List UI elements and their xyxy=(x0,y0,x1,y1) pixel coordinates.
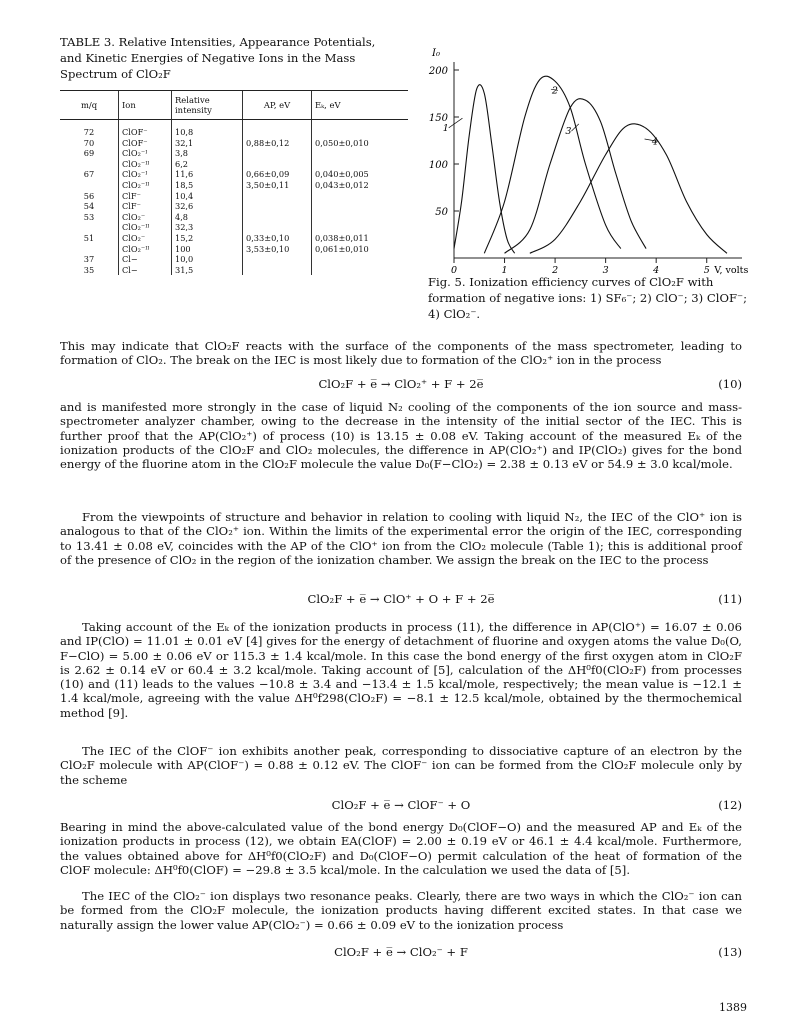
cell-ion: ClOF⁻ xyxy=(119,127,172,138)
table-row xyxy=(60,159,408,170)
series-curve-1 xyxy=(454,85,515,254)
cell-ion: ClO₂⁻ xyxy=(119,212,172,223)
x-tick-label: 4 xyxy=(653,265,660,276)
cell-ion: ClO₂⁻ᴵ xyxy=(119,148,172,159)
cell-ek xyxy=(312,254,409,265)
cell-mq: 70 xyxy=(83,137,95,148)
table-row xyxy=(60,254,408,265)
y-tick-label: 50 xyxy=(435,207,448,218)
cell-ion: ClO₂⁻ᴵ xyxy=(119,169,172,180)
header-ap: AP, eV xyxy=(243,91,312,120)
cell-mq: 72 xyxy=(83,127,95,137)
series-curve-3 xyxy=(505,99,647,254)
cell-mq: 35 xyxy=(83,264,95,275)
equation-12 xyxy=(60,798,742,814)
cell-mq xyxy=(60,222,119,233)
cell-ek: 0,040±0,005 xyxy=(312,169,409,180)
cell-ek xyxy=(312,212,409,223)
cell-ion: ClO₂⁻ᴵᴵ xyxy=(119,159,172,170)
cell-ion: Cl− xyxy=(119,254,172,265)
cell-ap xyxy=(243,254,312,265)
table-row xyxy=(60,169,408,180)
x-tick-label: 3 xyxy=(602,265,609,276)
cell-ek xyxy=(312,222,409,233)
cell-intensity: 31,5 xyxy=(172,265,243,276)
table-row xyxy=(60,244,408,255)
cell-mq: 67 xyxy=(83,169,95,180)
cell-ap xyxy=(243,201,312,212)
cell-ek xyxy=(312,159,409,170)
paragraph-6: Bearing in mind the above-calculated value of the bond energy D₀(ClOF−O) and the measured AP and Eₖ of the ionization products in process (12), we obtain EA(ClOF) = 2.00 ± 0.19 eV or 46.1 ± 4.4 kcal/mole. Furthermore, the values obtained above for ΔH⁰f0(ClO₂F) and D₀(ClOF−O) permit calculation of the heat of formation of the ClOF molecule: ΔH⁰f0(ClOF) = −29.8 ± 3.5 kcal/mole. In the calculation we used the data of [5]. xyxy=(60,820,742,877)
chart-svg xyxy=(414,36,764,286)
table-body xyxy=(60,120,408,276)
table-row xyxy=(60,233,408,244)
figure-caption: Fig. 5. Ionization efficiency curves of ClO₂F with formation of negative ions: 1) SF₆⁻; 2) ClO⁻; 3) ClOF⁻; 4) ClO₂⁻. xyxy=(428,275,748,321)
cell-mq: 56 xyxy=(83,190,95,201)
equation-11 xyxy=(60,592,742,608)
x-tick-label: 5 xyxy=(703,265,710,276)
cell-mq: 54 xyxy=(83,201,95,212)
cell-ap: 0,33±0,10 xyxy=(243,233,312,244)
header-ion: Ion xyxy=(119,91,172,120)
cell-ion: Cl− xyxy=(119,265,172,276)
cell-mq xyxy=(60,159,119,170)
cell-ion: ClF⁻ xyxy=(119,201,172,212)
cell-ap xyxy=(243,127,312,138)
series-leader-1 xyxy=(449,118,463,128)
equation-12-text: ClO₂F + e̅ → ClOF⁻ + O xyxy=(331,798,471,812)
cell-ek xyxy=(312,127,409,138)
cell-intensity: 10,0 xyxy=(172,254,243,265)
cell-ion: ClO₂⁻ᴵᴵ xyxy=(119,180,172,191)
cell-ek: 0,038±0,011 xyxy=(312,233,409,244)
table-row xyxy=(60,148,408,159)
data-table xyxy=(60,90,408,275)
equation-10 xyxy=(60,377,742,393)
cell-ap xyxy=(243,148,312,159)
cell-ek: 0,061±0,010 xyxy=(312,244,409,255)
y-axis-label: I₀ xyxy=(432,48,440,59)
header-intensity: Relative intensity xyxy=(172,91,243,120)
cell-intensity: 32,6 xyxy=(172,201,243,212)
cell-intensity: 15,2 xyxy=(172,233,243,244)
cell-intensity: 32,1 xyxy=(172,138,243,149)
equation-13-number: (13) xyxy=(718,945,742,959)
cell-ek xyxy=(312,265,409,276)
cell-ap: 0,88±0,12 xyxy=(243,138,312,149)
series-label-3: 3 xyxy=(565,126,572,138)
paragraph-1: This may indicate that ClO₂F reacts with the surface of the components of the mass spectrometer, leading to formation of ClO₂. The break on the IEC is most likely due to formation of the ClO₂⁺ ion in the process xyxy=(60,339,742,368)
cell-ap: 3,53±0,10 xyxy=(243,244,312,255)
cell-ek: 0,050±0,010 xyxy=(312,138,409,149)
x-tick-label: 1 xyxy=(501,265,508,276)
equation-11-text: ClO₂F + e̅ → ClO⁺ + O + F + 2e̅ xyxy=(307,592,495,606)
series-curve-4 xyxy=(530,124,727,253)
paragraph-5: The IEC of the ClOF⁻ ion exhibits another peak, corresponding to dissociative capture of an electron by the ClO₂F molecule with AP(ClOF⁻) = 0.88 ± 0.12 eV. The ClOF⁻ ion can be formed from the ClO₂F molecule only by the scheme xyxy=(60,744,742,787)
table-row xyxy=(60,222,408,233)
cell-intensity: 32,3 xyxy=(172,222,243,233)
cell-ap: 0,66±0,09 xyxy=(243,169,312,180)
cell-ap xyxy=(243,222,312,233)
cell-intensity: 6,2 xyxy=(172,159,243,170)
cell-ek: 0,043±0,012 xyxy=(312,180,409,191)
x-tick-label: 0 xyxy=(450,265,458,276)
cell-ap xyxy=(243,159,312,170)
figure-ionization-curves xyxy=(414,36,764,286)
cell-intensity: 3,8 xyxy=(172,148,243,159)
y-tick-label: 100 xyxy=(428,160,448,171)
cell-ion: ClF⁻ xyxy=(119,191,172,202)
cell-ion: ClO₂⁻ᴵᴵ xyxy=(119,244,172,255)
series-label-2: 2 xyxy=(551,85,558,97)
equation-11-number: (11) xyxy=(718,592,742,606)
table-row xyxy=(60,265,408,276)
equation-12-number: (12) xyxy=(718,798,742,812)
table-row xyxy=(60,180,408,191)
table-row xyxy=(60,201,408,212)
table-caption: TABLE 3. Relative Intensities, Appearance Potentials, and Kinetic Energies of Negative Ions in the Mass Spectrum of ClO₂F xyxy=(60,35,376,81)
cell-mq xyxy=(60,180,119,191)
paragraph-3: From the viewpoints of structure and behavior in relation to cooling with liquid N₂, the IEC of the ClO⁺ ion is analogous to that of the ClO₂⁺ ion. Within the limits of the experimental error the origin of the IEC, corresponding to 13.41 ± 0.08 eV, coincides with the AP of the ClO⁺ ion from the ClO₂ molecule (Table 1); this is additional proof of the presence of ClO₂ in the region of the ionization chamber. We assign the break on the IEC to the process xyxy=(60,510,742,567)
cell-ap xyxy=(243,265,312,276)
cell-ap xyxy=(243,191,312,202)
table-row xyxy=(60,127,408,138)
header-ek: Eₖ, eV xyxy=(312,91,409,120)
paragraph-7: The IEC of the ClO₂⁻ ion displays two resonance peaks. Clearly, there are two ways in which the ClO₂⁻ ion can be formed from the ClO₂F molecule, the ionization products having different excited states. In that case we naturally assign the lower value AP(ClO₂⁻) = 0.66 ± 0.09 eV to the ionization process xyxy=(60,889,742,932)
cell-intensity: 18,5 xyxy=(172,180,243,191)
cell-ion: ClOF⁻ xyxy=(119,138,172,149)
cell-ek xyxy=(312,148,409,159)
cell-intensity: 100 xyxy=(172,244,243,255)
cell-ion: ClO₂⁻ᴵᴵ xyxy=(119,222,172,233)
x-tick-label: 2 xyxy=(552,265,559,276)
cell-ek xyxy=(312,201,409,212)
table-row xyxy=(60,212,408,223)
paragraph-4: Taking account of the Eₖ of the ionization products in process (11), the difference in AP(ClO⁺) = 16.07 ± 0.06 and IP(ClO) = 11.01 ± 0.01 eV [4] gives for the energy of detachment of fluorine and oxygen atoms the value D₀(O, F−ClO) = 5.00 ± 0.06 eV or 115.3 ± 1.4 kcal/mole. In this case the bond energy of the first oxygen atom in ClO₂F is 2.62 ± 0.14 eV or 60.4 ± 3.2 kcal/mole. Taking account of [5], calculation of the ΔH⁰f0(ClO₂F) from processes (10) and (11) leads to the values −10.8 ± 3.4 and −13.4 ± 1.5 kcal/mole, respectively; the mean value is −12.1 ± 1.4 kcal/mole, agreeing with the value ΔH⁰f298(ClO₂F) = −8.1 ± 12.5 kcal/mole, obtained by the thermochemical method [9]. xyxy=(60,620,742,720)
cell-intensity: 10,8 xyxy=(172,127,243,138)
cell-ion: ClO₂⁻ xyxy=(119,233,172,244)
cell-mq: 53 xyxy=(83,211,95,222)
cell-intensity: 11,6 xyxy=(172,169,243,180)
y-tick-label: 200 xyxy=(428,66,448,77)
equation-10-number: (10) xyxy=(718,377,742,391)
page-number: 1389 xyxy=(719,1001,747,1014)
cell-mq xyxy=(60,244,119,255)
x-axis-unit: V, volts xyxy=(714,265,749,276)
cell-mq: 69 xyxy=(83,148,95,159)
paragraph-2: and is manifested more strongly in the case of liquid N₂ cooling of the components of the ion source and mass-spectrometer analyzer chamber, owing to the decrease in the intensity of the initial sector of the IEC. This is further proof that the AP(ClO₂⁺) of process (10) is 13.15 ± 0.08 eV. Taking account of the measured Eₖ of the ionization products of the ClO₂F and ClO₂ molecules, the difference in AP(ClO₂⁺) and IP(ClO₂) gives for the bond energy of the fluorine atom in the ClO₂F molecule the value D₀(F−ClO₂) = 2.38 ± 0.13 eV or 54.9 ± 3.0 kcal/mole. xyxy=(60,400,742,472)
equation-10-text: ClO₂F + e̅ → ClO₂⁺ + F + 2e̅ xyxy=(318,377,484,391)
series-label-4: 4 xyxy=(651,136,658,148)
cell-ap xyxy=(243,212,312,223)
cell-ek xyxy=(312,191,409,202)
table-row xyxy=(60,138,408,149)
y-tick-label: 150 xyxy=(428,113,448,124)
cell-intensity: 10,4 xyxy=(172,191,243,202)
cell-mq: 37 xyxy=(83,254,95,265)
equation-13-text: ClO₂F + e̅ → ClO₂⁻ + F xyxy=(334,945,468,959)
series-label-1: 1 xyxy=(442,122,449,134)
header-mq: m/q xyxy=(60,91,119,120)
cell-ap: 3,50±0,11 xyxy=(243,180,312,191)
table-row xyxy=(60,191,408,202)
cell-intensity: 4,8 xyxy=(172,212,243,223)
cell-mq: 51 xyxy=(83,232,95,243)
equation-13 xyxy=(60,945,742,961)
